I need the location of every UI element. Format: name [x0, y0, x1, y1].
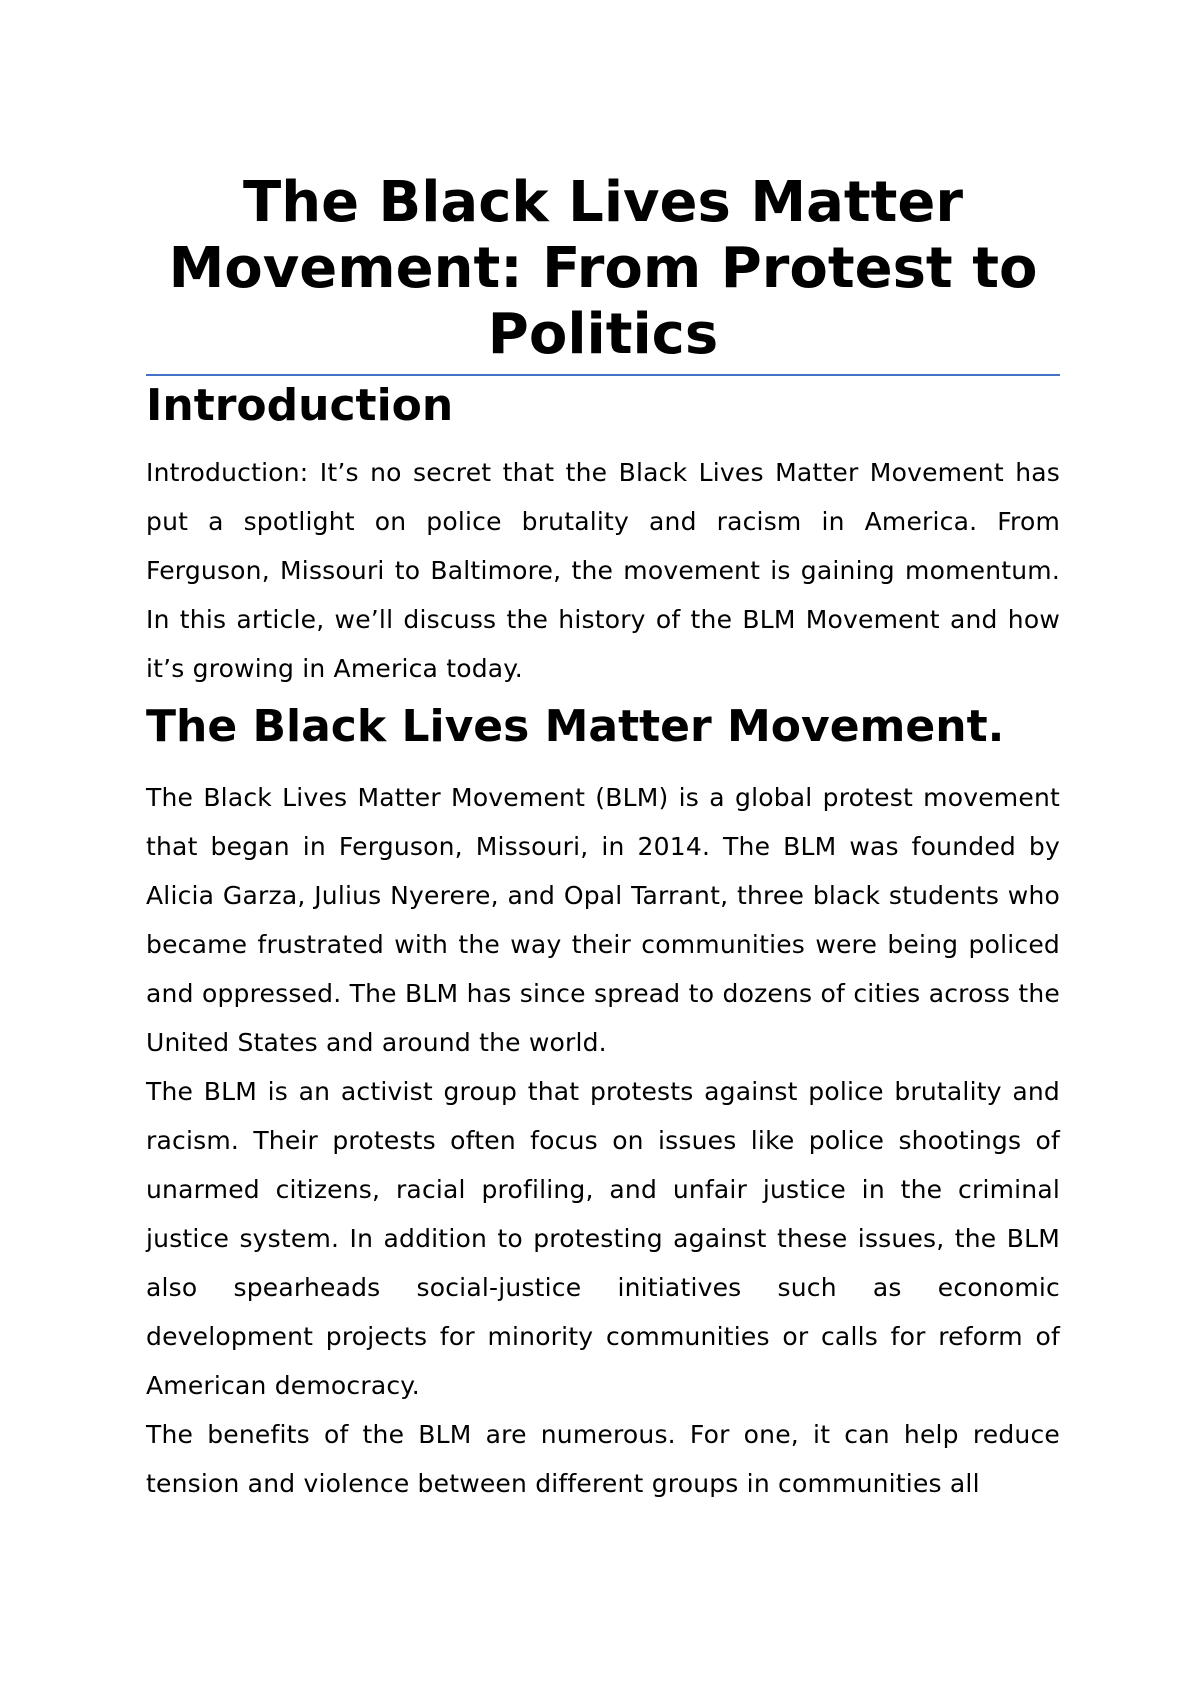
document-page — [146, 170, 1060, 1508]
paragraph-blm-history: The Black Lives Matter Movement (BLM) is a global protest movement that began in Ferguson, Missouri, in 2014. The BLM was founded by Alicia Garza, Julius Nyerere, and Opal Tarrant, three black students who became frustrated with the way their communities were being policed and oppressed. The BLM has since spread to dozens of cities across the United States and around the world. — [146, 783, 1060, 1057]
paragraph-blm-benefits: The benefits of the BLM are numerous. For one, it can help reduce tension and violence between different groups in communities all — [146, 1420, 1060, 1498]
paragraph-blm-activism: The BLM is an activist group that protests against police brutality and racism. Their protests often focus on issues like police shootings of unarmed citizens, racial profiling, and unfair justice in the criminal justice system. In addition to protesting against these issues, the BLM also spearheads social-justice initiatives such as economic development projects for minority communities or calls for reform of American democracy. — [146, 1077, 1060, 1400]
paragraph-introduction: Introduction: It’s no secret that the Black Lives Matter Movement has put a spotlight on police brutality and racism in America. From Ferguson, Missouri to Baltimore, the movement is gaining momentum. In this article, we’ll discuss the history of the BLM Movement and how it’s growing in America today. — [146, 458, 1060, 683]
section-heading-blm-movement: The Black Lives Matter Movement. — [146, 701, 1005, 752]
section-heading-introduction: Introduction — [146, 380, 454, 431]
document-title: The Black Lives Matter Movement: From Protest to Politics — [146, 170, 1060, 376]
